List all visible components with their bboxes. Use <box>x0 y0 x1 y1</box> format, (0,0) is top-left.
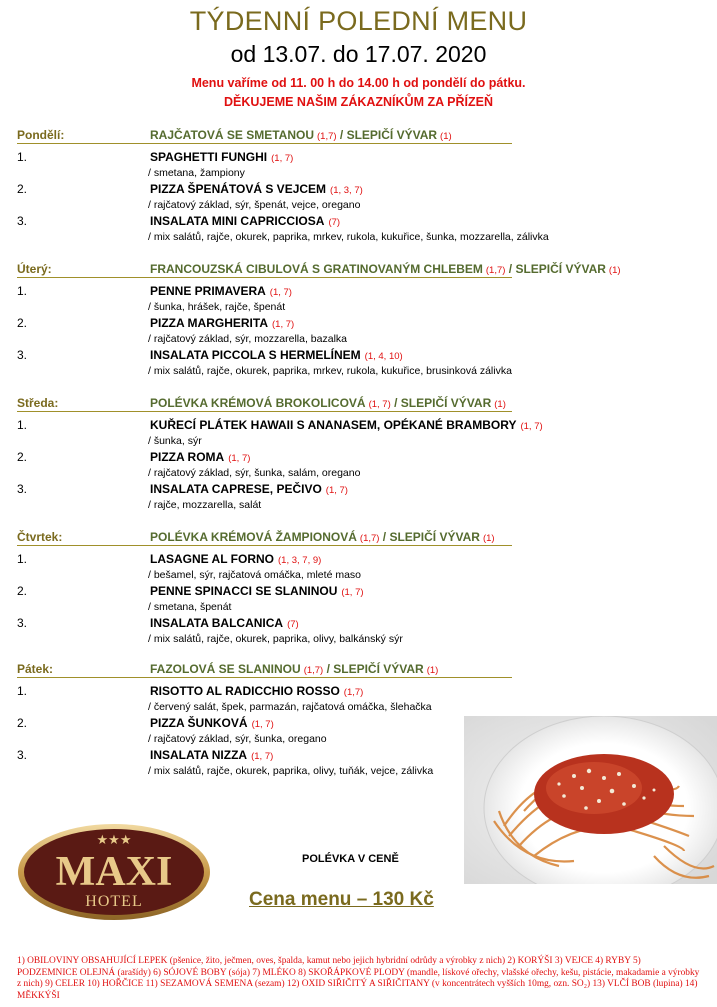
dish-allergens: (1, 7) <box>251 719 274 730</box>
dish-name: INSALATA PICCOLA S HERMELÍNEM <box>150 348 361 362</box>
dish-line <box>150 748 273 762</box>
dish-allergens: (1,7) <box>343 687 364 698</box>
item-number: 2. <box>17 584 28 598</box>
dish-description: / šunka, sýr <box>148 435 202 447</box>
dish-allergens: (1, 3, 7) <box>330 185 363 196</box>
dish-description: / rajčatový základ, sýr, mozzarella, bazalka <box>148 333 347 345</box>
soup-name: SLEPIČÍ VÝVAR <box>400 396 492 410</box>
item-number: 1. <box>17 552 28 566</box>
soup-separator: / <box>505 262 516 276</box>
dish-line <box>150 150 293 164</box>
dish-line <box>150 348 403 362</box>
dish-line <box>150 284 292 298</box>
dish-description: / mix salátů, rajče, okurek, paprika, olivy, balkánský sýr <box>148 633 403 645</box>
soup-allergens: (1, 7) <box>368 399 391 410</box>
dish-description: / rajče, mozzarella, salát <box>148 499 262 511</box>
soup-allergens: (1) <box>482 533 495 544</box>
dish-allergens: (7) <box>287 619 299 630</box>
day-divider <box>17 545 512 546</box>
soup-allergens: (1,7) <box>317 131 337 142</box>
dish-description: / mix salátů, rajče, okurek, paprika, olivy, tuňák, vejce, zálivka <box>148 765 434 777</box>
dish-description: / rajčatový základ, sýr, šunka, oregano <box>148 733 327 745</box>
date-range: od 13.07. do 17.07. 2020 <box>230 41 487 67</box>
day-soups <box>150 396 506 410</box>
item-number: 2. <box>17 450 28 464</box>
dish-name: INSALATA CAPRESE, PEČIVO <box>150 482 322 496</box>
soup-separator: / <box>336 128 347 142</box>
item-number: 3. <box>17 482 28 496</box>
day-soups <box>150 662 438 676</box>
day-divider <box>17 277 512 278</box>
soup-allergens: (1) <box>608 265 621 276</box>
page-title: TÝDENNÍ POLEDNÍ MENU <box>189 6 528 36</box>
dish-line <box>150 716 274 730</box>
soup-name: SLEPIČÍ VÝVAR <box>515 262 606 276</box>
dish-name: SPAGHETTI FUNGHI <box>150 150 268 164</box>
opening-note: Menu vaříme od 11. 00 h do 14.00 h od pondělí do pátku. <box>191 76 526 90</box>
soup-name: RAJČATOVÁ SE SMETANOU <box>150 128 315 142</box>
day-divider <box>17 411 512 412</box>
dish-line <box>150 616 299 630</box>
dish-name: PENNE PRIMAVERA <box>150 284 266 298</box>
dish-description: / šunka, hrášek, rajče, špenát <box>148 301 286 313</box>
item-number: 1. <box>17 418 28 432</box>
dish-allergens: (7) <box>328 217 341 228</box>
day-name: Pátek: <box>17 662 54 676</box>
dish-allergens: (1, 7) <box>272 319 295 330</box>
dish-allergens: (1, 7) <box>269 287 292 298</box>
item-number: 3. <box>17 748 28 762</box>
logo-sub: HOTEL <box>85 893 143 910</box>
dish-description: / rajčatový základ, sýr, šunka, salám, oregano <box>148 467 361 479</box>
day-name: Pondělí: <box>17 128 65 142</box>
item-number: 1. <box>17 150 28 164</box>
day-soups <box>150 530 495 544</box>
dish-description: / bešamel, sýr, rajčatová omáčka, mleté maso <box>148 569 361 581</box>
dish-line <box>150 482 348 496</box>
allergen-legend: 1) OBILOVINY OBSAHUJÍCÍ LEPEK (pšenice, žito, ječmen, oves, špalda, kamut nebo jejich hybridní odrůdy a výrobky z nich) 2) KORÝŠI 3) VEJCE 4) RYBY 5) PODZEMNICE OLEJNÁ (arašídy) 6) SÓJOVÉ BOBY (sója) 7) MLÉKO 8) SKOŘÁPKOVÉ PLODY (mandle, lískové ořechy, vlašské ořechy, kešu, pistácie, makadamie a výrobky z nich) 9) CELER 10) HOŘČICE 11) SEZAMOVÁ SEMENA (sezam) 12) OXID SIŘIČITÝ A SIŘIČITANY (v koncentrátech vyšších 10mg, ozn. SO₂) 13) VLČÍ BOB (lupina) 14) MĚKKÝŠI <box>17 956 700 1001</box>
item-number: 3. <box>17 214 28 228</box>
item-number: 2. <box>17 182 28 196</box>
item-number: 1. <box>17 684 28 698</box>
dish-name: PIZZA ROMA <box>150 450 225 464</box>
day-divider <box>17 143 512 144</box>
day-name: Úterý: <box>17 262 52 276</box>
dish-description: / červený salát, špek, parmazán, rajčatová omáčka, šlehačka <box>148 701 432 713</box>
soup-separator: / <box>323 662 334 676</box>
dish-allergens: (1, 3, 7, 9) <box>278 555 322 566</box>
dish-description: / rajčatový základ, sýr, špenát, vejce, oregano <box>148 199 361 211</box>
soup-separator: / <box>390 396 401 410</box>
dish-name: PENNE SPINACCI SE SLANINOU <box>150 584 338 598</box>
item-number: 1. <box>17 284 28 298</box>
dish-name: INSALATA MINI CAPRICCIOSA <box>150 214 325 228</box>
thanks-note: DĚKUJEME NAŠIM ZÁKAZNÍKŮM ZA PŘÍZEŇ <box>224 95 493 109</box>
dish-allergens: (1, 4, 10) <box>364 351 403 362</box>
item-number: 3. <box>17 348 28 362</box>
dish-description: / smetana, špenát <box>148 601 232 613</box>
day-divider <box>17 677 512 678</box>
dish-allergens: (1, 7) <box>271 153 294 164</box>
spaghetti-photo <box>464 716 717 884</box>
dish-name: PIZZA ŠUNKOVÁ <box>150 716 248 730</box>
day-name: Čtvrtek: <box>17 530 63 544</box>
dish-allergens: (1, 7) <box>251 751 274 762</box>
dish-line <box>150 214 340 228</box>
soup-name: POLÉVKA KRÉMOVÁ BROKOLICOVÁ <box>150 396 366 410</box>
dish-description: / mix salátů, rajče, okurek, paprika, mrkev, rukola, kukuřice, šunka, mozzarella, zálivka <box>148 231 549 243</box>
dish-allergens: (1, 7) <box>228 453 251 464</box>
dish-description: / mix salátů, rajče, okurek, paprika, mrkev, rukola, kukuřice, brusinková zálivka <box>148 365 512 377</box>
dish-line <box>150 418 543 432</box>
logo-stars: ★★★ <box>96 833 132 848</box>
soup-name: FAZOLOVÁ SE SLANINOU <box>150 662 301 676</box>
soup-allergens: (1,7) <box>485 265 506 276</box>
soup-name: SLEPIČÍ VÝVAR <box>346 128 438 142</box>
day-soups <box>150 262 621 276</box>
dish-line <box>150 450 250 464</box>
dish-name: KUŘECÍ PLÁTEK HAWAII S ANANASEM, OPÉKANÉ BRAMBORY <box>150 418 517 432</box>
soup-allergens: (1) <box>494 399 506 410</box>
day-soups <box>150 128 452 142</box>
dish-name: PIZZA MARGHERITA <box>150 316 268 330</box>
dish-name: INSALATA BALCANICA <box>150 616 284 630</box>
soup-included-note: POLÉVKA V CENĚ <box>302 853 399 865</box>
dish-line <box>150 684 363 698</box>
dish-line <box>150 316 294 330</box>
soup-name: FRANCOUZSKÁ CIBULOVÁ S GRATINOVANÝM CHLEBEM <box>150 262 483 276</box>
item-number: 2. <box>17 716 28 730</box>
item-number: 2. <box>17 316 28 330</box>
dish-name: INSALATA NIZZA <box>150 748 248 762</box>
dish-line <box>150 584 364 598</box>
soup-name: SLEPIČÍ VÝVAR <box>333 662 424 676</box>
dish-line <box>150 182 363 196</box>
day-name: Středa: <box>17 396 59 410</box>
soup-allergens: (1,7) <box>303 665 324 676</box>
dish-line <box>150 552 321 566</box>
soup-allergens: (1) <box>426 665 439 676</box>
soup-name: POLÉVKA KRÉMOVÁ ŽAMPIONOVÁ <box>150 530 357 544</box>
soup-allergens: (1) <box>440 131 452 142</box>
dish-allergens: (1, 7) <box>341 587 364 598</box>
dish-allergens: (1, 7) <box>325 485 348 496</box>
logo-name: MAXI <box>55 849 173 895</box>
dish-name: PIZZA ŠPENÁTOVÁ S VEJCEM <box>150 182 327 196</box>
dish-allergens: (1, 7) <box>520 421 543 432</box>
dish-name: LASAGNE AL FORNO <box>150 552 275 566</box>
dish-description: / smetana, žampiony <box>148 167 245 179</box>
maxi-hotel-logo <box>16 822 212 922</box>
soup-allergens: (1,7) <box>359 533 380 544</box>
soup-separator: / <box>379 530 390 544</box>
soup-name: SLEPIČÍ VÝVAR <box>389 530 480 544</box>
item-number: 3. <box>17 616 28 630</box>
dish-name: RISOTTO AL RADICCHIO ROSSO <box>150 684 340 698</box>
menu-price: Cena menu – 130 Kč <box>249 889 434 910</box>
